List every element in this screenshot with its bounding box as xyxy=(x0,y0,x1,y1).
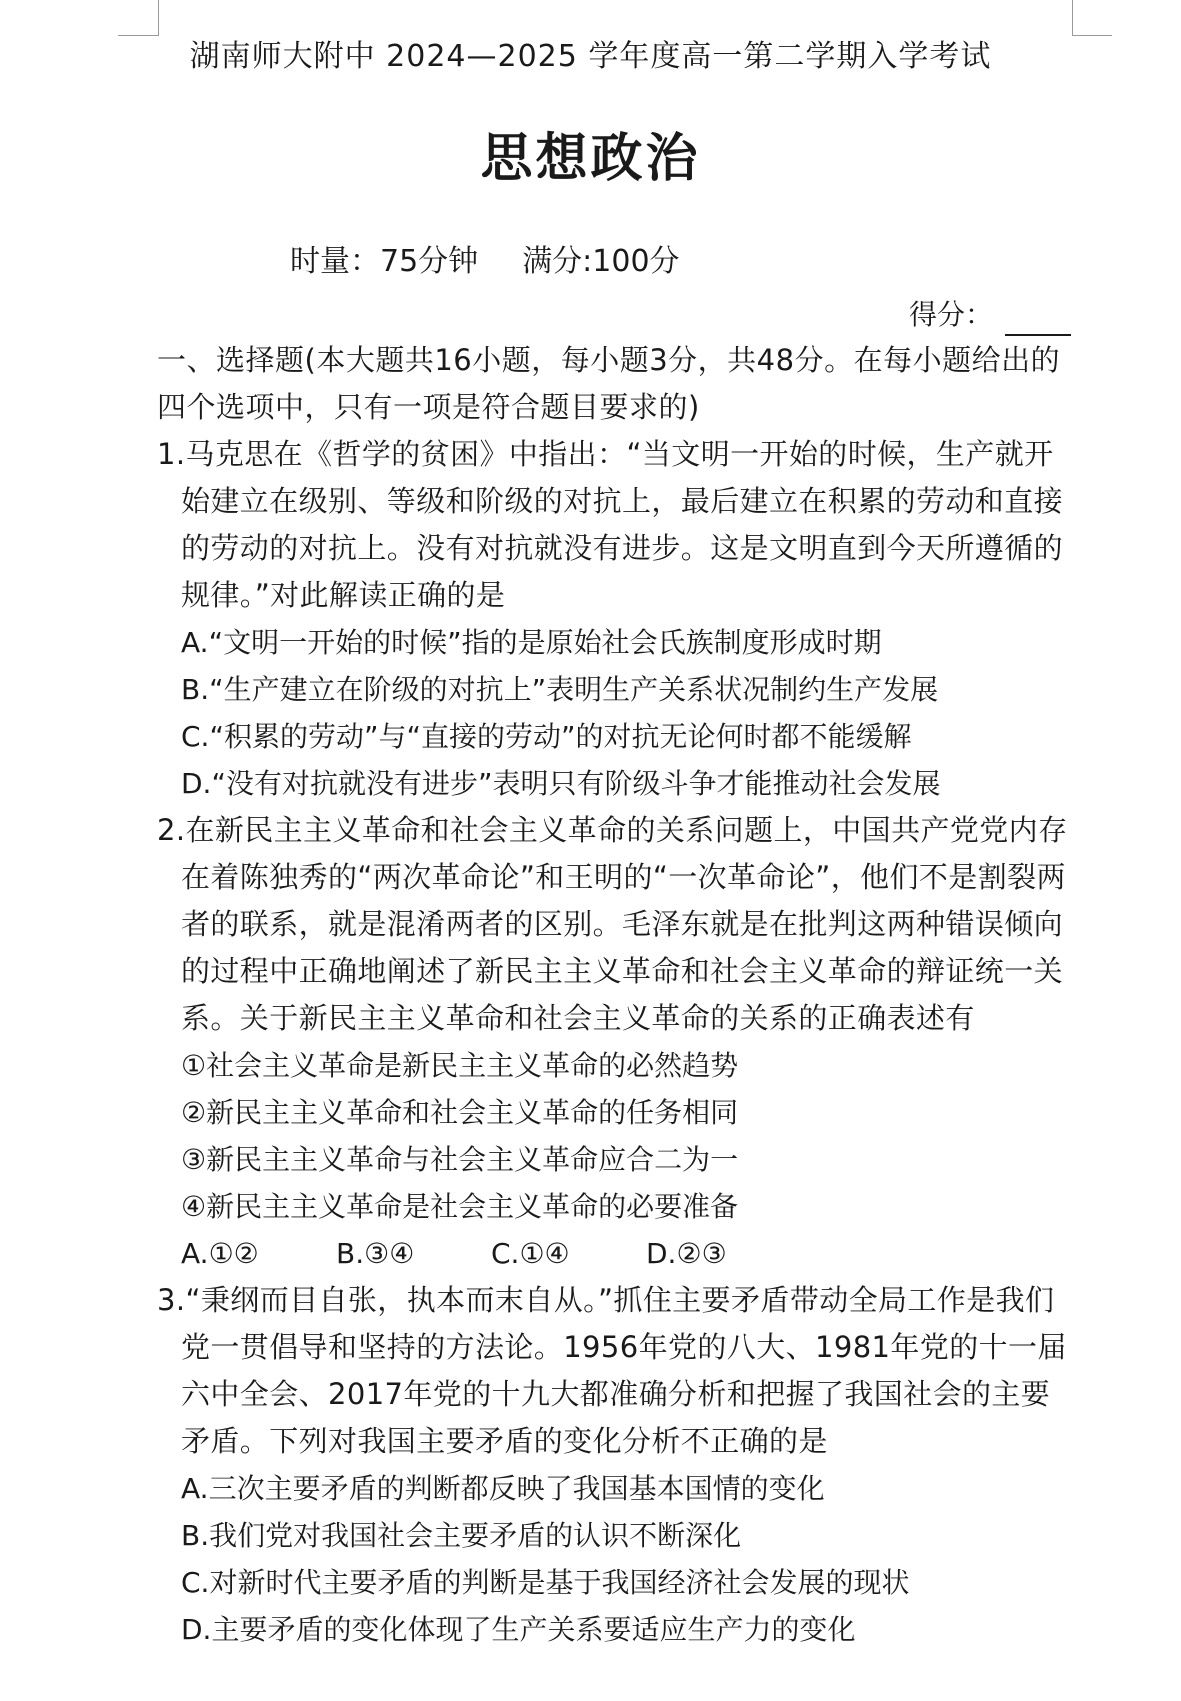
question-1 xyxy=(157,431,1072,807)
option-c: C.“积累的劳动”与“直接的劳动”的对抗无论何时都不能缓解 xyxy=(181,720,912,753)
option-a: A.“文明一开始的时候”指的是原始社会氏族制度形成时期 xyxy=(181,626,882,659)
exam-info xyxy=(290,240,680,284)
option-a: A.三次主要矛盾的判断都反映了我国基本国情的变化 xyxy=(181,1472,825,1505)
statement-4: ④新民主主义革命是社会主义革命的必要准备 xyxy=(181,1190,739,1223)
crop-mark-left xyxy=(158,0,159,36)
full-score: 满分:100分 xyxy=(522,244,680,279)
subject-title: 思想政治 xyxy=(480,129,701,189)
option-c: C.对新时代主要矛盾的判断是基于我国经济社会发展的现状 xyxy=(181,1566,910,1599)
statement-3: ③新民主主义革命与社会主义革命应合二为一 xyxy=(181,1143,739,1176)
score-field xyxy=(909,294,1071,336)
question-stem: 3.“秉纲而目自张，执本而末自从。”抓住主要矛盾带动全局工作是我们党一贯倡导和坚持的方法论。1956年党的八大、1981年党的十一届六中全会、2017年党的十九大都准确分析和把握了我国社会的主要矛盾。下列对我国主要矛盾的变化分析不正确的是 xyxy=(157,1283,1067,1458)
choice-b: B.③④ xyxy=(336,1237,415,1270)
question-2 xyxy=(157,807,1072,1277)
score-label: 得分： xyxy=(908,298,993,331)
choice-d: D.②③ xyxy=(646,1237,727,1270)
option-b: B.我们党对我国社会主要矛盾的认识不断深化 xyxy=(181,1519,742,1552)
crop-mark-right xyxy=(1072,0,1073,36)
exam-content xyxy=(157,337,1072,1653)
section-title: 一、选择题(本大题共16小题，每小题3分，共48分。在每小题给出的四个选项中，只有一项是符合题目要求的) xyxy=(157,343,1061,424)
question-stem: 1.马克思在《哲学的贫困》中指出：“当文明一开始的时候，生产就开始建立在级别、等级和阶级的对抗上，最后建立在积累的劳动和直接的劳动的对抗上。没有对抗就没有进步。这是文明直到今天所遵循的规律。”对此解读正确的是 xyxy=(157,437,1064,612)
choice-a: A.①② xyxy=(181,1237,259,1270)
statement-2: ②新民主主义革命和社会主义革命的任务相同 xyxy=(181,1096,739,1129)
statement-1: ①社会主义革命是新民主主义革命的必然趋势 xyxy=(181,1049,739,1082)
time-limit: 时量：75分钟 xyxy=(290,244,479,279)
choice-row xyxy=(157,1230,1072,1277)
option-d: D.主要矛盾的变化体现了生产关系要适应生产力的变化 xyxy=(181,1613,856,1646)
exam-title: 湖南师大附中 2024—2025 学年度高一第二学期入学考试 xyxy=(189,39,992,74)
option-d: D.“没有对抗就没有进步”表明只有阶级斗争才能推动社会发展 xyxy=(181,767,941,800)
option-b: B.“生产建立在阶级的对抗上”表明生产关系状况制约生产发展 xyxy=(181,673,939,706)
question-stem: 2.在新民主主义革命和社会主义革命的关系问题上，中国共产党党内存在着陈独秀的“两次革命论”和王明的“一次革命论”，他们不是割裂两者的联系，就是混淆两者的区别。毛泽东就是在批判这两种错误倾向的过程中正确地阐述了新民主主义革命和社会主义革命的辩证统一关系。关于新民主主义革命和社会主义革命的关系的正确表述有 xyxy=(157,813,1068,1035)
question-3 xyxy=(157,1277,1072,1653)
score-blank xyxy=(1005,304,1071,336)
choice-c: C.①④ xyxy=(491,1237,570,1270)
